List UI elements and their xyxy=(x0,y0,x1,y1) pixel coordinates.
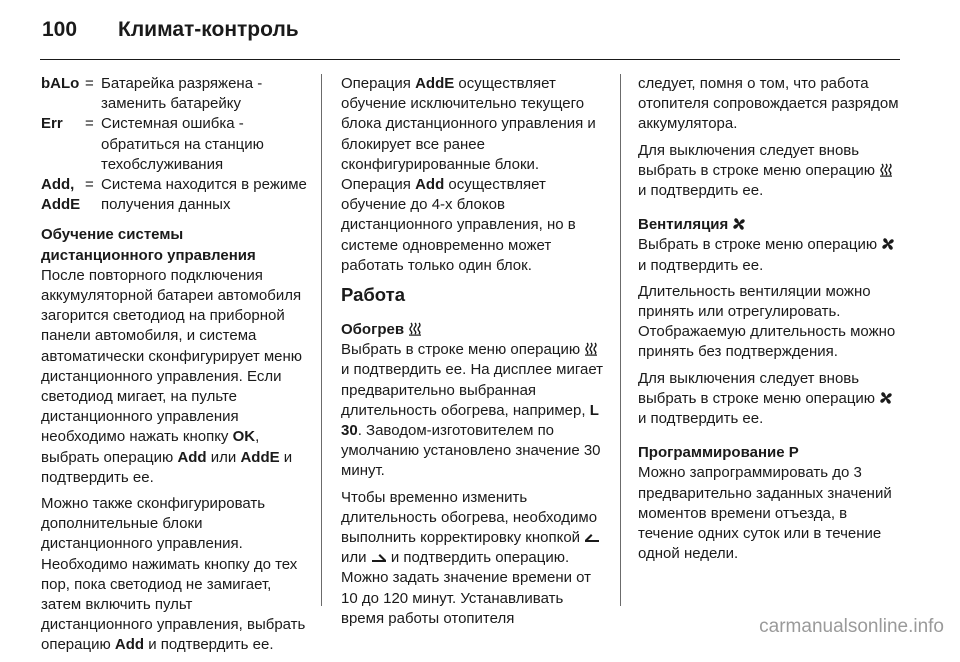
header-rule xyxy=(40,59,900,60)
definition-row xyxy=(41,114,307,175)
definition-description: Системная ошибка - обратиться на станцию техобслуживания xyxy=(101,115,264,173)
definition-description: Система находится в режиме получения данных xyxy=(101,176,307,214)
paragraph: Можно запрограммировать до 3 предварительно заданных значений моментов времени отъезда, в течение одних суток или в течение одной недели. xyxy=(638,464,892,563)
definition-equals: = xyxy=(85,176,94,194)
paragraph: Длительность вентиляции можно принять или отрегулировать. Отображаемую длительность можно принять без подтверждения. xyxy=(638,282,896,361)
subheading-ventilation: Вентиляция xyxy=(638,215,903,235)
definition-term: Err xyxy=(41,115,63,133)
definition-equals: = xyxy=(85,115,94,133)
arrow-right-icon xyxy=(371,552,387,564)
page-number: 100 xyxy=(42,18,78,41)
paragraph: Выбрать в строке меню операцию и подтвердить ее. xyxy=(638,235,903,275)
paragraph: следует, помня о том, что работа отопителя сопровождается разрядом аккумулятора. xyxy=(638,75,899,133)
paragraph: Для выключения следует вновь выбрать в строке меню операцию и подтвердить ее. xyxy=(638,141,903,202)
page-title: Климат-контроль xyxy=(118,18,299,41)
heat-waves-icon xyxy=(879,163,893,177)
definition-term: bALo xyxy=(41,75,80,92)
column-1 xyxy=(41,74,307,662)
definition-row xyxy=(41,175,307,215)
watermark: carmanualsonline.info xyxy=(759,616,944,637)
definition-term: Add, AddE xyxy=(41,176,81,214)
fan-icon xyxy=(879,391,893,405)
arrow-left-icon xyxy=(584,532,600,544)
column-divider xyxy=(620,74,621,606)
column-divider xyxy=(321,74,322,606)
paragraph: Для выключения следует вновь выбрать в строке меню операцию и подтвердить ее. xyxy=(638,369,903,430)
column-2 xyxy=(341,74,605,635)
section-heading-operation: Работа xyxy=(341,284,406,306)
column-3 xyxy=(638,74,903,570)
definition-equals: = xyxy=(85,75,94,92)
definition-description: Батарейка разряжена - заменить батарейку xyxy=(101,75,263,113)
paragraph: Чтобы временно изменить длительность обогрева, необходимо выполнить корректировку кнопкой или и подтвердить операцию. Можно задать значение времени от 10 до 120 минут. Устанавливать время работы отопителя xyxy=(341,488,605,629)
definition-row xyxy=(41,74,307,114)
subheading-programming: Программирование P xyxy=(638,444,799,462)
fan-icon xyxy=(732,217,746,231)
definition-list xyxy=(41,74,307,215)
heat-waves-icon xyxy=(584,342,598,356)
paragraph: Выбрать в строке меню операцию и подтвердить ее. На дисплее мигает предварительно выбранная длительность обогрева, например, L 30. Заводом-изготовителем по умолчанию установлено значение 30 минут. xyxy=(341,341,604,480)
paragraph: Можно также сконфигурировать дополнительные блоки дистанционного управления. Необходимо нажимать кнопку до тех пор, пока светодиод не замигает, затем включить пульт дистанционного управления, выбрать операцию Add и подтвердить ее. xyxy=(41,495,306,654)
subheading-heating: Обогрев xyxy=(341,320,605,340)
fan-icon xyxy=(881,237,895,251)
section-heading-training: Обучение системы дистанционного управления xyxy=(41,226,256,264)
paragraph: После повторного подключения аккумуляторной батареи автомобиля загорится светодиод на приборной панели автомобиля, и система автоматически сконфигурирует меню дистанционного управления. Если светодиод мигает, на пульте дистанционного управления необходимо нажать кнопку OK, выбрать операцию Add или AddE и подтвердить ее. xyxy=(41,266,303,486)
heat-waves-icon xyxy=(408,322,422,336)
paragraph: Операция AddE осуществляет обучение исключительно текущего блока дистанционного управления и блокирует все ранее сконфигурированные блоки. Операция Add осуществляет обучение до 4-х блоков дистанционного управления, но в системе одновременно может работать только один блок. xyxy=(341,75,596,274)
